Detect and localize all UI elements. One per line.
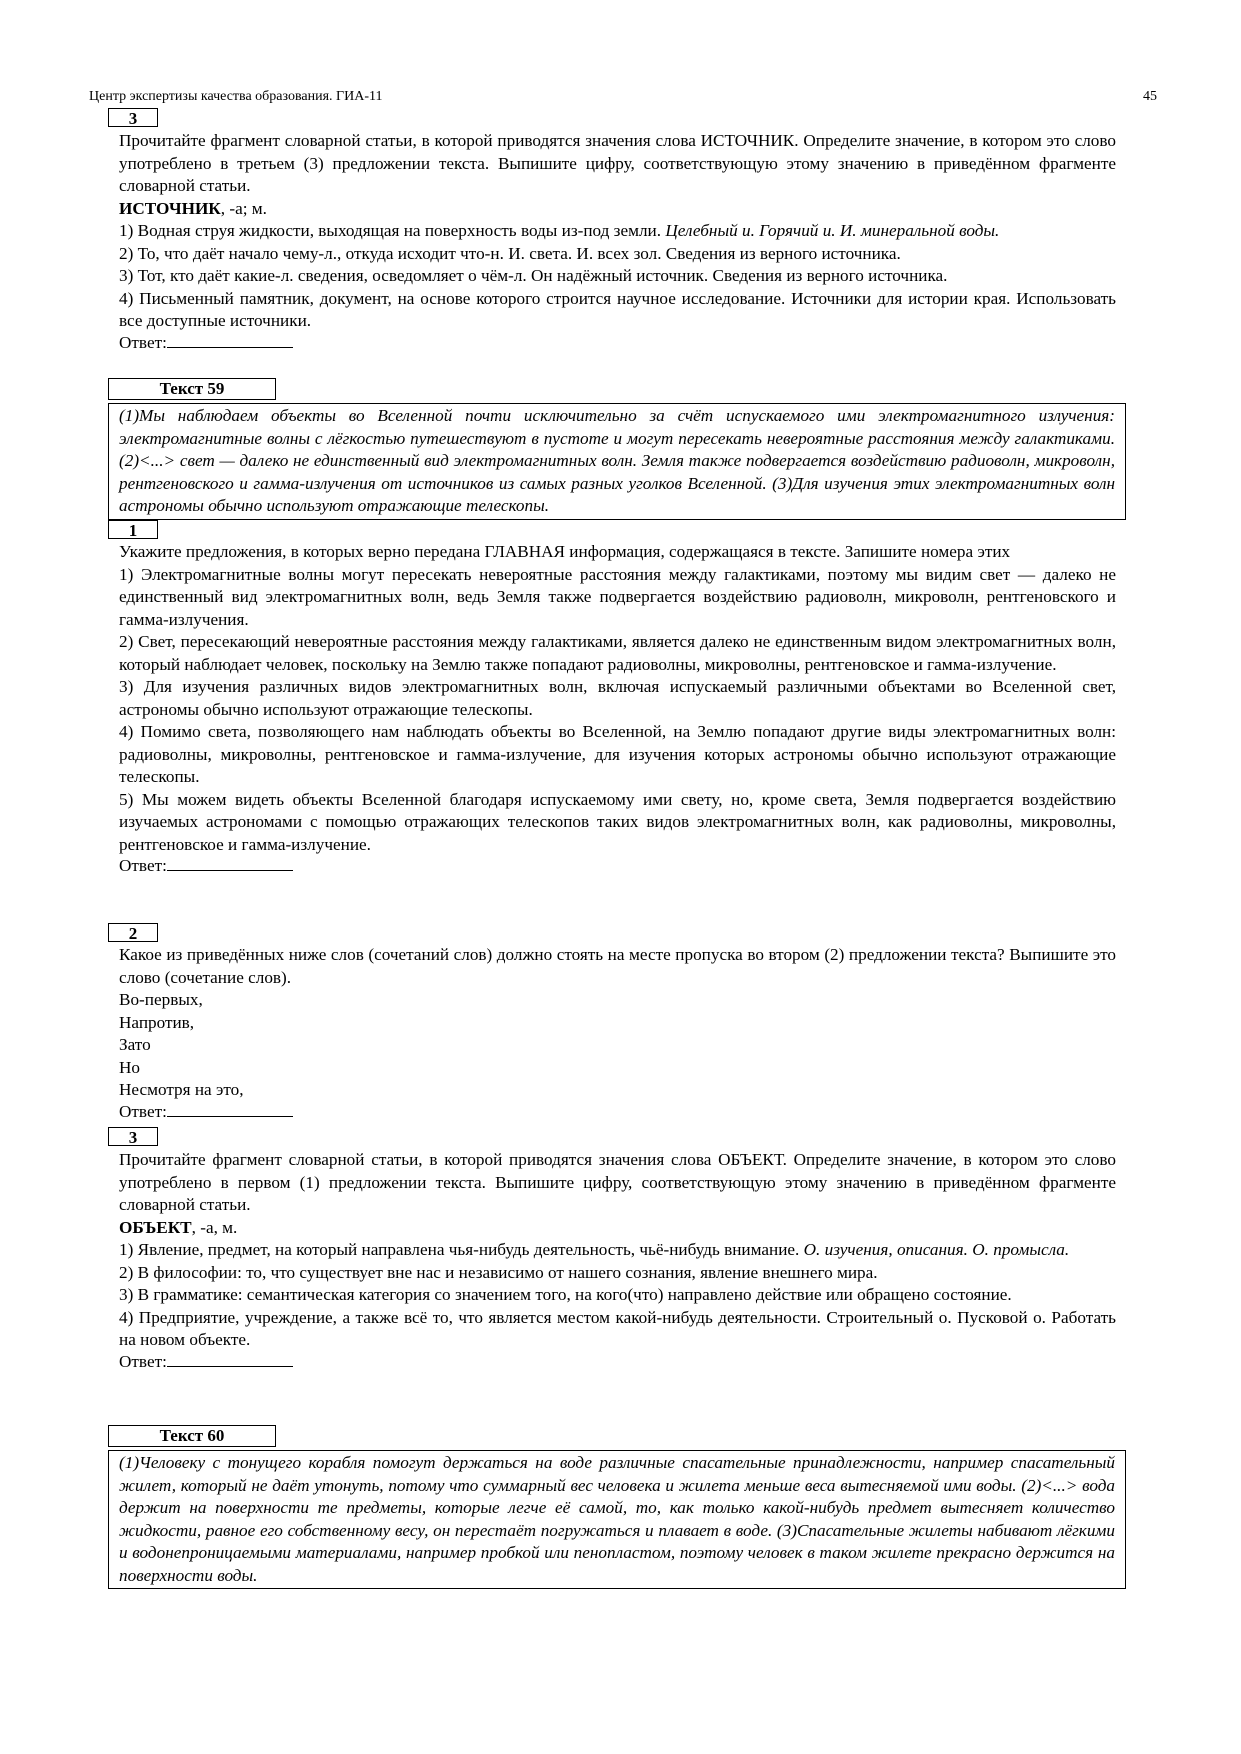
meaning: 3) Тот, кто даёт какие-л. сведения, осведомляет о чём-л. Он надёжный источник. Сведения из верного источника. [119,266,948,285]
meaning: 1) Явление, предмет, на который направлена чья-нибудь деятельность, чьё-нибудь внимание. О. изучения, описания. О. промысла. [119,1240,1070,1259]
page-number: 45 [1143,89,1157,104]
meaning: 4) Предприятие, учреждение, а также всё то, что является местом какой-нибудь деятельности. Строительный о. Пусковой о. Работать на новом объекте. [119,1307,1116,1349]
meaning: 4) Письменный памятник, документ, на основе которого строится научное исследование. Источники для истории края. Использовать все доступные источники. [119,288,1116,330]
answer-option: 2) Свет, пересекающий невероятные расстояния между галактиками, является далеко не единственным видом электромагнитных волн, который наблюдает человек, поскольку на Землю также попадают радиоволны, микроволны, рентгеновское и гамма-излучение. [119,632,1116,674]
dictionary-entry-head [119,198,1116,221]
answer-option: 1) Электромагнитные волны могут пересекать невероятные расстояния между галактиками, поэтому мы видим свет — далеко не единственный вид электромагнитных волн, ведь Земля также подвергается воздействию радиоволн, микроволн, рентгеновского и гамма-излучения. [119,564,1116,629]
answer-option: 5) Мы можем видеть объекты Вселенной благодаря испускаемому ими свету, но, кроме света, Земля подвергается воздействию изучаемых астрономами с помощью отражающих телескопов таких видов электромагнитных волн, как радиоволны, микроволны, рентгеновское и гамма-излучение. [119,789,1116,854]
dictionary-entry-head [119,1217,1116,1240]
answer-line[interactable] [167,856,293,871]
task-number-box: 3 [108,1127,158,1146]
task-number-box: 2 [108,923,158,942]
answer-option: 3) Для изучения различных видов электромагнитных волн, включая испускаемый различными объектами во Вселенной свет, астрономы обычно используют отражающие телескопы. [119,677,1116,719]
word-option: Но [119,1057,141,1077]
text-60-passage: (1)Человеку с тонущего корабля помогут держаться на воде различные спасательные принадлежности, например спасательный жилет, который не даёт утонуть, потому что суммарный вес человека и жилета меньше веса вытесняемой ими воды. (2)<...> вода держит на поверхности те предметы, которые легче её самой, то, как только какой-нибудь предмет вытесняет количество жидкости, равное его собственному весу, он перестаёт погружаться и плавает в воде. (3)Спасательные жилеты набивают лёгкими и водонепроницаемыми материалами, например пробкой или пенопластом, поэтому человек в таком жилете прекрасно держится на поверхности воды. [108,1450,1126,1589]
text-title-box: Текст 59 [108,378,276,400]
task-3-block [119,1149,1116,1371]
task-a-block [119,130,1116,351]
grammar-note: , -а, м. [191,1217,238,1237]
task-instruction: Какое из приведённых ниже слов (сочетаний слов) должно стоять на месте пропуска во втором (2) предложении текста? Выпишите это слово (сочетание слов). [119,945,1116,987]
text-59-passage: (1)Мы наблюдаем объекты во Вселенной почти исключительно за счёт испускаемого ими электромагнитного излучения: электромагнитные волны с лёгкостью путешествуют в пустоте и могут пересекать невероятные расстояния между галактиками. (2)<...> свет — далеко не единственный вид электромагнитных волн. Земля также подвергается воздействию радиоволн, микроволн, рентгеновского и гамма-излучения от источников из самых разных уголков Вселенной. (3)Для изучения этих электромагнитных волн астрономы обычно используют отражающие телескопы. [108,403,1126,520]
answer-field[interactable]: Ответ: [119,1102,1116,1121]
task-instruction: Укажите предложения, в которых верно передана ГЛАВНАЯ информация, содержащаяся в тексте. Запишите номера этих [119,542,1011,561]
meaning: 3) В грамматике: семантическая категория со значением того, на кого(что) направлено действие или обращено состояние. [119,1285,1012,1304]
grammar-note: , -а; м. [220,198,267,218]
running-header: Центр экспертизы качества образования. ГИА-11 [89,89,383,104]
word-option: Во-первых, [119,990,203,1009]
word-option: Зато [119,1035,151,1054]
meaning: 1) Водная струя жидкости, выходящая на поверхность воды из-под земли. Целебный и. Горячий и. И. минеральной воды. [119,221,1000,240]
task-1-block [119,541,1116,876]
task-2-block [119,944,1116,1121]
answer-line[interactable] [167,1102,293,1117]
answer-option: 4) Помимо света, позволяющего нам наблюдать объекты во Вселенной, на Землю попадают другие виды электромагнитных волн: радиоволны, микроволны, рентгеновское и гамма-излучение, для изучения которых астрономы обычно используют отражающие телескопы. [119,722,1116,786]
answer-field[interactable]: Ответ: [119,1352,1116,1371]
meaning: 2) То, что даёт начало чему-л., откуда исходит что-н. И. света. И. всех зол. Сведения из верного источника. [119,243,901,263]
answer-line[interactable] [167,333,293,348]
task-instruction: Прочитайте фрагмент словарной статьи, в которой приводятся значения слова ИСТОЧНИК. Определите значение, в котором это слово употреблено в третьем (3) предложении текста. Выпишите цифру, соответствующую этому значению в приведённом фрагменте словарной статьи. [119,131,1116,195]
headword: ОБЪЕКТ [119,1217,192,1237]
task-instruction: Прочитайте фрагмент словарной статьи, в которой приводятся значения слова ОБЪЕКТ. Определите значение, в котором это слово употреблено в первом (1) предложении текста. Выпишите цифру, соответствующую этому значению в приведённом фрагменте словарной статьи. [119,1150,1116,1214]
word-option: Несмотря на это, [119,1080,244,1099]
answer-field[interactable]: Ответ: [119,856,1116,876]
task-number-box: 1 [108,520,158,539]
answer-line[interactable] [167,1352,293,1367]
headword: ИСТОЧНИК [119,198,221,218]
word-option: Напротив, [119,1012,195,1032]
answer-field[interactable]: Ответ: [119,333,1116,351]
task-number-box: 3 [108,108,158,127]
meaning: 2) В философии: то, что существует вне нас и независимо от нашего сознания, явление внешнего мира. [119,1262,878,1282]
text-title-box: Текст 60 [108,1425,276,1447]
